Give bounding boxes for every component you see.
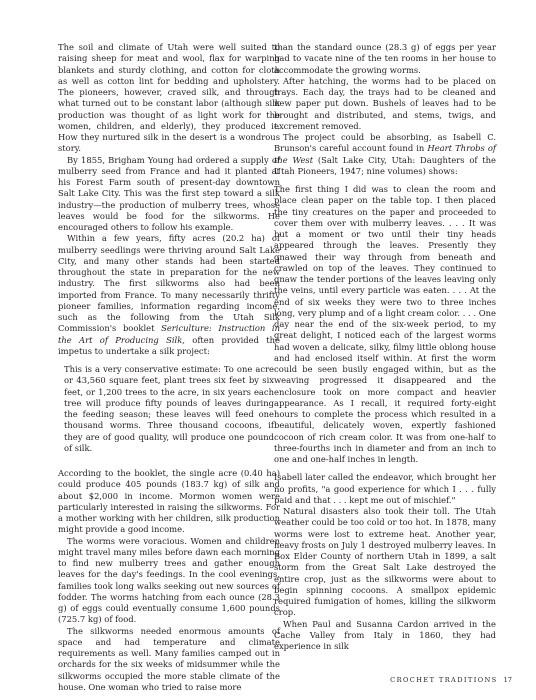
right-paragraph-5: Natural disasters also took their toll. The Utah weather could be too cold or too hot. In 1878, many worms were lost to extreme heat. Another year, heavy frosts on July 1 destroyed mulberry leaves. In Box Elder County of northern Utah in 1899, a salt storm from the Great Salt Lake destroyed the entire crop, just as the silkworms were about to begin spinning cocoons. A smallpox epidemic required fumigation of homes, killing the silkworm crop.	[274, 506, 496, 618]
page-footer	[390, 676, 512, 684]
brunson-quote: The first thing I did was to clean the room and place clean paper on the table top. I then placed the tiny creatures on the paper and proceeded to cover them over with mulberry leaves. . . . It was but a moment or two until their tiny heads appeared through the leaves. Presently they gnawed their way through from beneath and crawled on top of the leaves. They continued to gnaw the tender portions of the leaves leaving only the veins, until every particle was eaten. . . . At the end of six weeks they were two to three inches long, very plump and of a light cream color. . . . One day near the end of the six-week period, to my great delight, I noticed each of the largest worms had woven a delicate, silky, filmy little oblong house and had enclosed itself within. At first the worm could be seen busily engaged within, but as the weaving progressed it disappeared and the enclosure took on more compact and heavier appearance. As I recall, it required forty-eight hours to complete the process which resulted in a beautiful, delicately woven, expertly fashioned cocoon of rich cream color. It was from one-half to three-fourths inch in diameter and from an inch to one and one-half inches in length.	[274, 184, 496, 464]
left-paragraph-3-text-b: often provided the impetus to undertake a silk project:	[58, 334, 280, 356]
left-paragraph-3	[58, 233, 280, 357]
right-paragraph-1: than the standard ounce (28.3 g) of eggs per year had to vacate nine of the ten rooms in her house to accommodate the growing worms.	[274, 42, 496, 75]
right-paragraph-6: When Paul and Susanna Cardon arrived in the Cache Valley from Italy in 1860, they had experience in silk	[274, 618, 496, 651]
left-paragraph-6: The silkworms needed enormous amounts of space and had temperature and climate requirements as well. Many families camped out in orchards for the six weeks of midsummer while the silkworms occupied the more stable climate of the house. One woman who tried to raise more	[58, 625, 280, 692]
right-paragraph-4: Isabell later called the endeavor, which brought her no profits, "a good experience for which I . . . fully paid and that . . . kept me out of mischief."	[274, 472, 496, 505]
right-column	[274, 42, 496, 652]
left-paragraph-4: According to the booklet, the single acre (0.40 ha) could produce 405 pounds (183.7 kg) of silk and about $2,000 in income. Mormon women were particularly interested in raising the silkworms. For a mother working with her children, silk production might provide a good income.	[58, 468, 280, 535]
right-paragraph-3-text-b: (Salt Lake City, Utah: Daughters of the Utah Pioneers, 1947; nine volumes) shows:	[274, 154, 496, 176]
left-column	[58, 42, 280, 693]
booklet-quote: This is a very conservative estimate: To one acre or 43,560 square feet, plant trees six feet by six feet, or 1,200 trees to the acre, in six years each tree will produce fifty pounds of leaves during the feeding season; these leaves will feed one thousand worms. Three thousand cocoons, if they are of good quality, will produce one pound of silk.	[64, 364, 274, 453]
page-number: 17	[503, 676, 512, 684]
running-title: CROCHET TRADITIONS	[390, 676, 498, 684]
booklet-title: Sericulture: Instruction in the Art of Producing Silk,	[58, 323, 280, 345]
left-paragraph-5: The worms were voracious. Women and children might travel many miles before dawn each morning to find new mulberry trees and gather enough leaves for the day's feedings. In the cool evenings, families took long walks seeking out new sources of fodder. The worms hatching from each ounce (28.3 g) of eggs could eventually consume 1,600 pounds (725.7 kg) of food.	[58, 535, 280, 625]
left-paragraph-1: The soil and climate of Utah were well suited to raising sheep for meat and wool, flax for warping blankets and sturdy clothing, and cotton for cloth as well as cotton lint for bedding and upholstery. The pioneers, however, craved silk, and through what turned out to be constant labor (although silk production was thought of as light work for the women, children, and elderly), they produced it. How they nurtured silk in the desert is a wondrous story.	[58, 42, 280, 154]
right-paragraph-2: After hatching, the worms had to be placed on trays. Each day, the trays had to be cleaned and new paper put down. Bushels of leaves had to be brought and distributed, and stems, twigs, and excrement removed.	[274, 75, 496, 131]
right-paragraph-3	[274, 132, 496, 177]
left-paragraph-2: By 1855, Brigham Young had ordered a supply of mulberry seed from France and had it planted at his Forest Farm south of present-day downtown Salt Lake City. This was the first step toward a silk industry—the production of mulberry trees, whose leaves would be food for the silkworms. He encouraged others to follow his example.	[58, 154, 280, 232]
left-paragraph-3-text-a: Within a few years, fifty acres (20.2 ha) of mulberry seedlings were thriving around Salt Lake City, and many other stands had been started throughout the state in preparation for the new industry. The first silkworms also had been imported from France. To many necessarily thrifty pioneer families, information regarding income, such as the following from the Utah Silk Commission's booklet	[58, 233, 280, 334]
book-title: Heart Throbs of the West	[274, 143, 497, 165]
right-paragraph-3-text-a: The project could be absorbing, as Isabell C. Brunson's careful account found in	[274, 132, 496, 154]
spacer	[58, 461, 280, 468]
